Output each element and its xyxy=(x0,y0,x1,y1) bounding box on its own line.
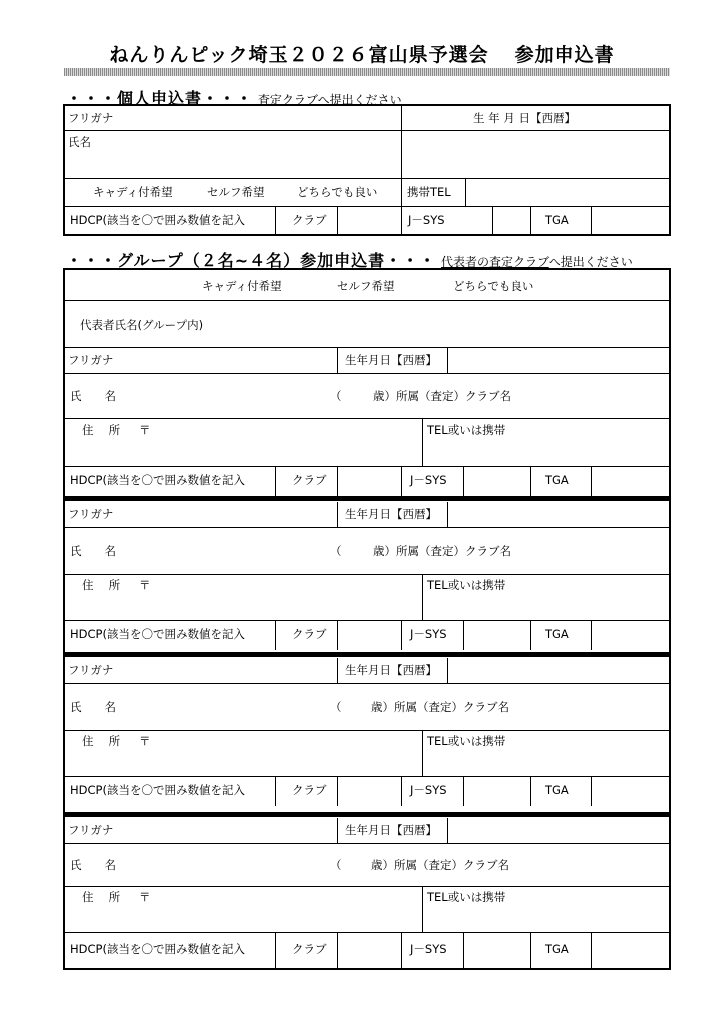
member-block-3 xyxy=(65,658,669,808)
heading-dots: ・・・ xyxy=(66,89,118,108)
heading-dots: ・・・ xyxy=(202,89,254,108)
jsys-label: J－SYS xyxy=(410,942,447,956)
jsys-label: J－SYS xyxy=(410,783,447,797)
tel-label: TEL或いは携帯 xyxy=(427,890,506,904)
hdcp-label: HDCP(該当を〇で囲み数値を記入 xyxy=(70,783,245,797)
rep-name-field[interactable] xyxy=(235,310,655,340)
jsys-label: J－SYS xyxy=(410,473,447,487)
jsys-label: J－SYS xyxy=(408,213,445,227)
hdcp-label: HDCP(該当を〇で囲み数値を記入 xyxy=(70,213,245,227)
member-separator xyxy=(65,496,669,501)
group-option-either[interactable]: どちらでも良い xyxy=(453,279,534,293)
tga-label: TGA xyxy=(545,213,569,227)
name-label: 氏 名 xyxy=(70,544,116,558)
rep-name-label: 代表者氏名(グループ内) xyxy=(80,318,204,332)
club-label: クラブ xyxy=(292,213,327,227)
tga-label: TGA xyxy=(545,783,569,797)
member-block-2 xyxy=(65,502,669,652)
birth-label: 生 年 月 日【西暦】 xyxy=(473,111,576,125)
option-either[interactable]: どちらでも良い xyxy=(297,185,378,199)
tel-label: TEL或いは携帯 xyxy=(427,734,506,748)
address-label: 住 所 〒 xyxy=(82,890,151,904)
club-label: クラブ xyxy=(292,783,327,797)
heading-dots: ・・・ xyxy=(385,251,437,270)
group-heading-note-underlined: 代表者の査定クラブ xyxy=(440,255,549,269)
title-doc: 参加申込書 xyxy=(514,44,615,66)
tga-label: TGA xyxy=(545,942,569,956)
name-label: 氏 名 xyxy=(70,389,116,403)
title-main: ねんりんピック埼玉２０２６富山県予選会 xyxy=(109,44,489,66)
group-form xyxy=(63,268,671,970)
page-title xyxy=(0,40,724,67)
individual-heading-note: 査定クラブへ提出ください xyxy=(257,93,402,107)
furigana-label: フリガナ xyxy=(68,823,114,837)
option-self[interactable]: セルフ希望 xyxy=(207,185,265,199)
paren-open: （ xyxy=(330,700,342,714)
birth-label: 生年月日【西暦】 xyxy=(345,663,437,677)
hdcp-label: HDCP(該当を〇で囲み数値を記入 xyxy=(70,942,245,956)
tga-label: TGA xyxy=(545,627,569,641)
birth-label: 生年月日【西暦】 xyxy=(345,823,437,837)
mobile-tel-label: 携帯TEL xyxy=(407,185,451,199)
tga-label: TGA xyxy=(545,473,569,487)
tel-label: TEL或いは携帯 xyxy=(427,578,506,592)
member-block-1 xyxy=(65,348,669,498)
furigana-label: フリガナ xyxy=(68,111,114,125)
hdcp-label: HDCP(該当を〇で囲み数値を記入 xyxy=(70,473,245,487)
title-rule xyxy=(64,68,670,76)
age-club-label: 歳）所属（査定）クラブ名 xyxy=(373,544,511,558)
address-label: 住 所 〒 xyxy=(82,423,151,437)
heading-dots: ・・・ xyxy=(66,251,118,270)
individual-form xyxy=(63,104,671,236)
birth-label: 生年月日【西暦】 xyxy=(345,353,437,367)
age-club-label: 歳）所属（査定）クラブ名 xyxy=(371,700,509,714)
group-option-self[interactable]: セルフ希望 xyxy=(337,279,395,293)
name-label: 氏 名 xyxy=(70,858,116,872)
group-heading-title: グループ（２名~４名）参加申込書 xyxy=(117,251,386,270)
club-label: クラブ xyxy=(292,942,327,956)
address-label: 住 所 〒 xyxy=(82,734,151,748)
furigana-label: フリガナ xyxy=(68,663,114,677)
tel-label: TEL或いは携帯 xyxy=(427,423,506,437)
jsys-label: J－SYS xyxy=(410,627,447,641)
club-label: クラブ xyxy=(292,473,327,487)
age-club-label: 歳）所属（査定）クラブ名 xyxy=(373,389,511,403)
hdcp-label: HDCP(該当を〇で囲み数値を記入 xyxy=(70,627,245,641)
group-heading-note: へ提出ください xyxy=(548,255,633,269)
individual-heading-title: 個人申込書 xyxy=(117,89,203,108)
member-block-4 xyxy=(65,818,669,968)
paren-open: （ xyxy=(330,389,342,403)
member-separator xyxy=(65,652,669,657)
address-label: 住 所 〒 xyxy=(82,578,151,592)
club-label: クラブ xyxy=(292,627,327,641)
age-club-label: 歳）所属（査定）クラブ名 xyxy=(371,858,509,872)
group-option-caddie[interactable]: キャディ付希望 xyxy=(202,279,282,293)
birth-label: 生年月日【西暦】 xyxy=(345,507,437,521)
paren-open: （ xyxy=(330,858,342,872)
name-label: 氏 名 xyxy=(70,700,116,714)
mobile-tel-field[interactable] xyxy=(467,180,667,204)
option-caddie[interactable]: キャディ付希望 xyxy=(93,185,173,199)
furigana-label: フリガナ xyxy=(68,507,114,521)
member-separator xyxy=(65,812,669,817)
name-label: 氏名 xyxy=(68,135,91,149)
paren-open: （ xyxy=(330,544,342,558)
furigana-label: フリガナ xyxy=(68,353,114,367)
